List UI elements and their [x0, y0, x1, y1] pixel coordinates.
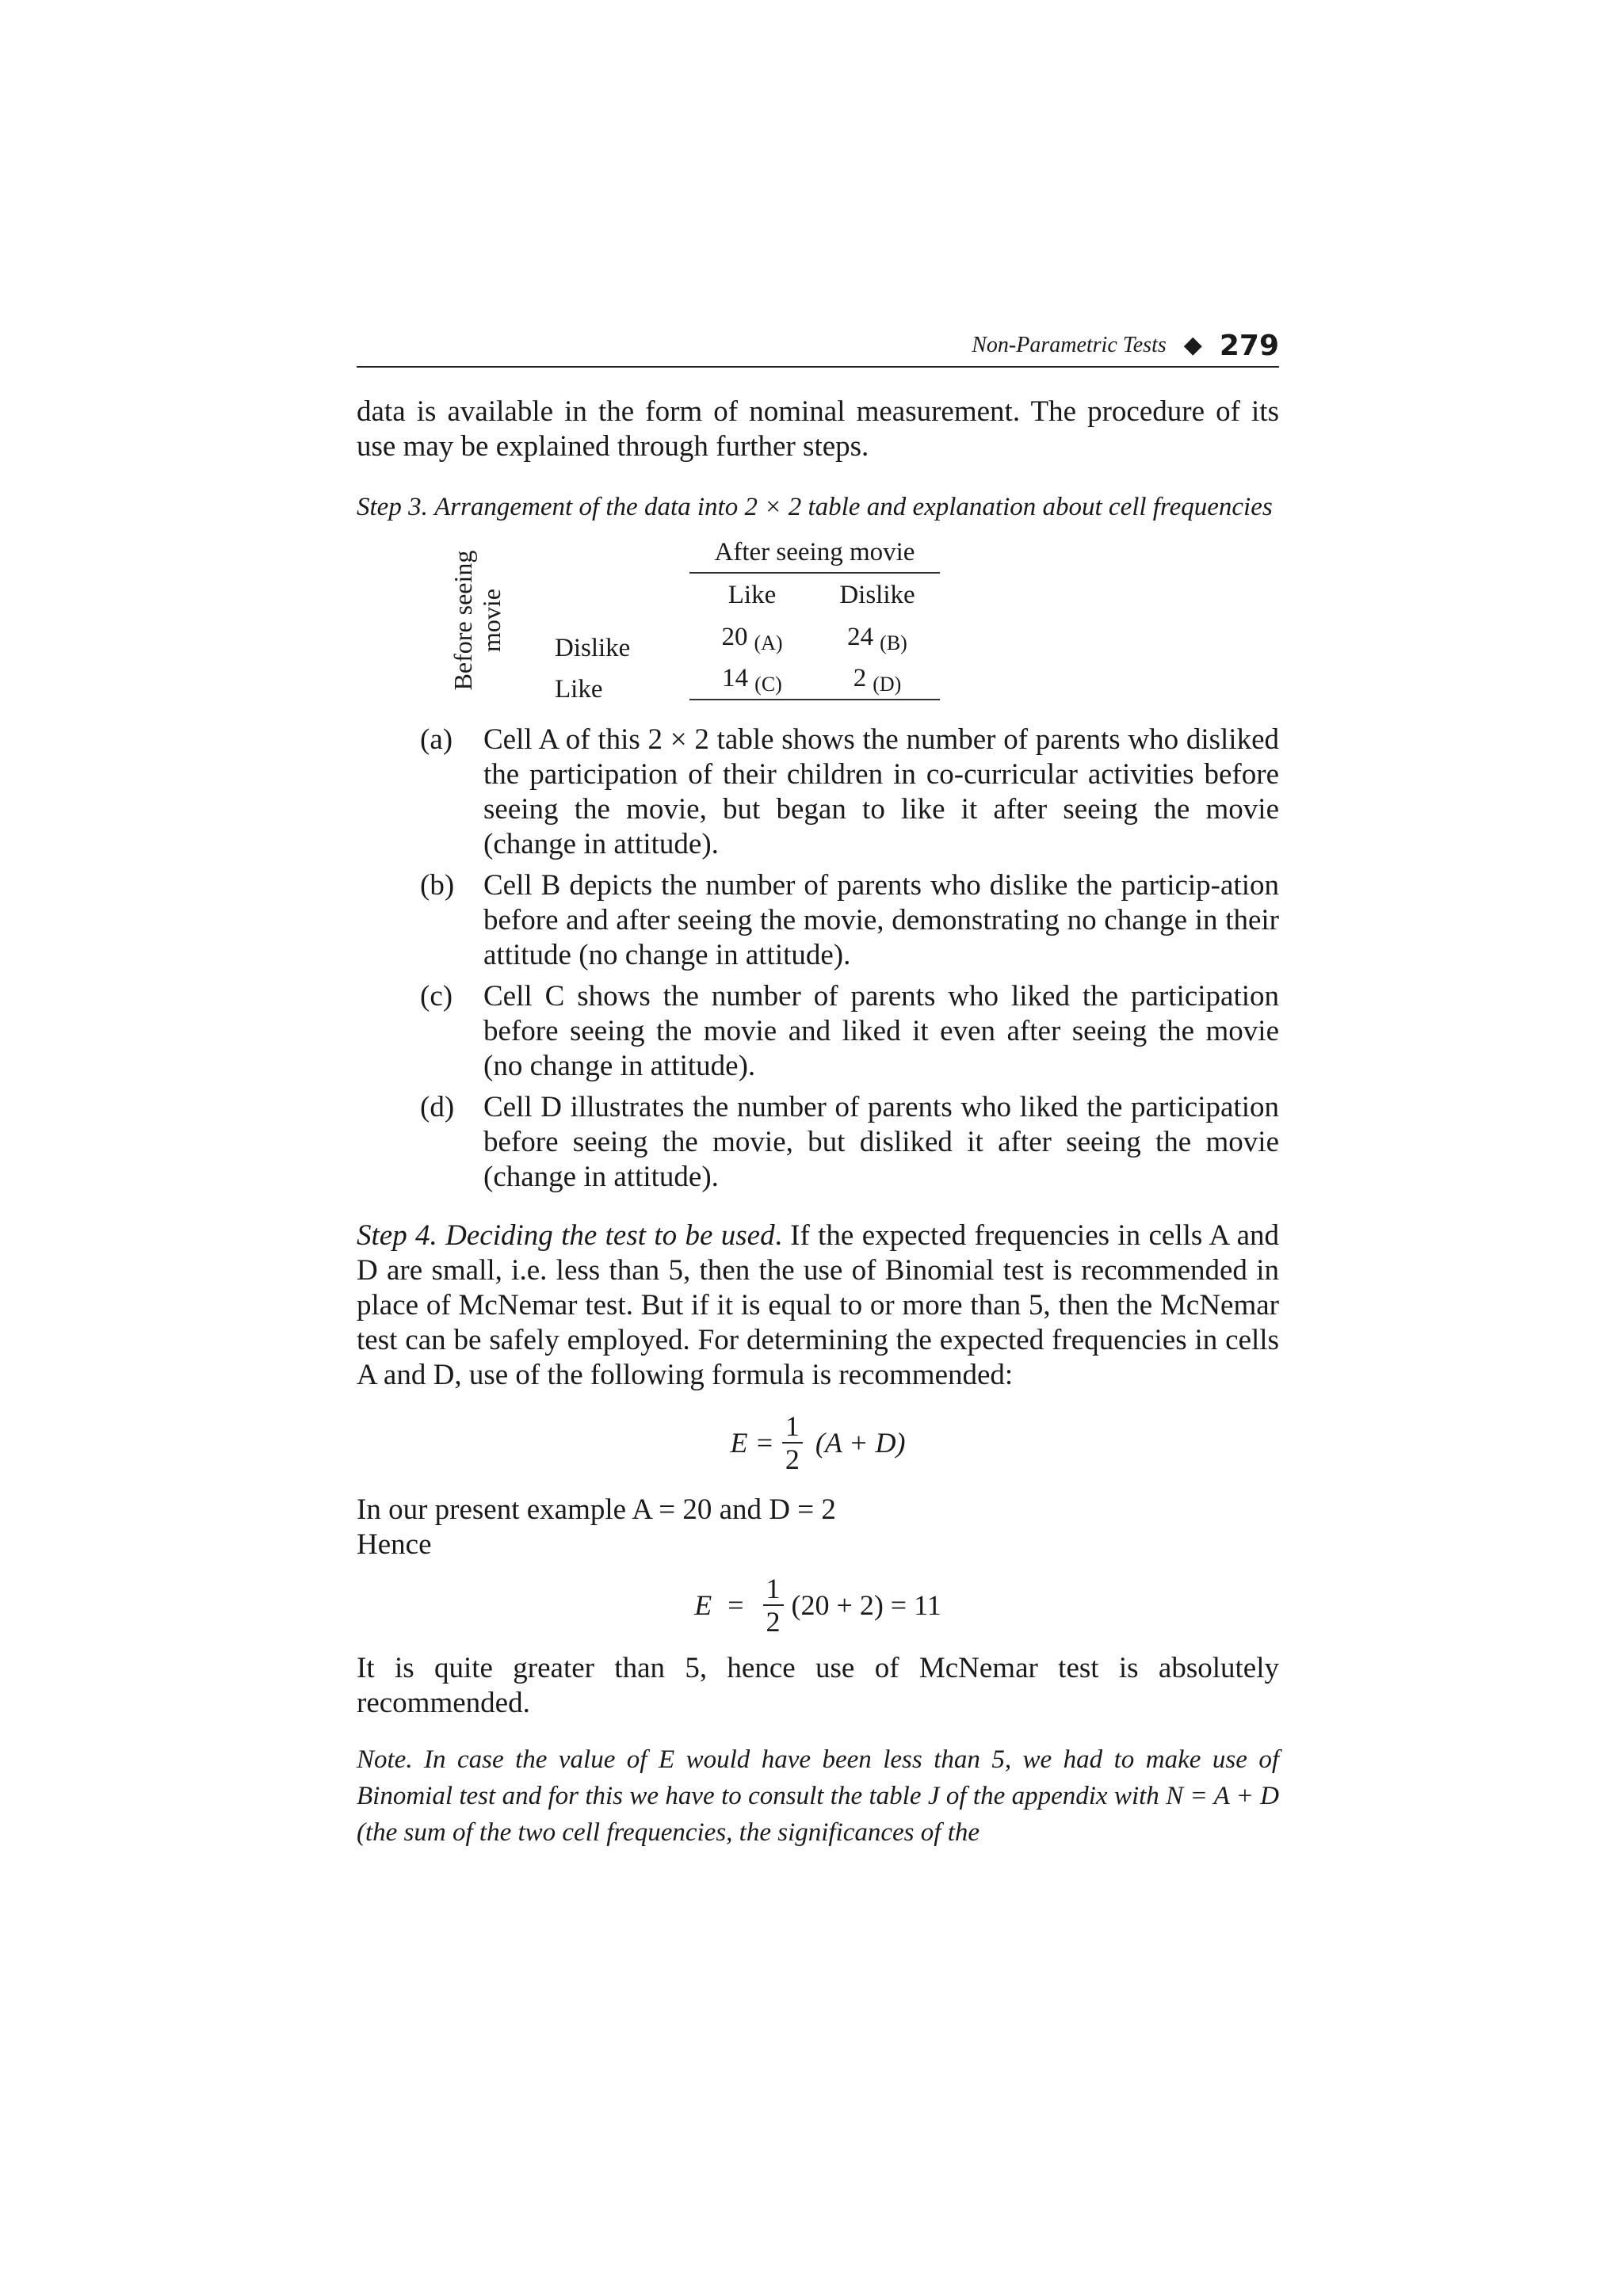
fraction: [763, 1573, 784, 1638]
step3-label: Step 3.: [357, 493, 428, 521]
row-header-label: [449, 551, 506, 691]
list-text: Cell C shows the number of parents who liked the participation before seeing the movie and liked it even after seeing the movie (no change in attitude).: [483, 980, 1279, 1082]
step4-paragraph: [357, 1219, 1279, 1393]
formula-lhs: E =: [730, 1427, 774, 1459]
list-marker: (a): [420, 723, 453, 756]
step3-heading: [357, 490, 1279, 524]
table-columns: [689, 532, 940, 700]
col-dislike-header: Dislike: [839, 581, 915, 609]
table-row: [689, 616, 940, 658]
list-marker: (c): [420, 980, 453, 1013]
list-item: [357, 979, 1279, 1084]
list-item: [357, 1090, 1279, 1195]
formula-equals: =: [727, 1589, 744, 1621]
step3-title: Arrangement of the data into 2 × 2 table and explanation about cell frequencies: [434, 493, 1273, 521]
list-marker: (b): [420, 869, 455, 902]
fraction-denominator: 2: [785, 1444, 800, 1475]
cell-letter: (C): [754, 673, 782, 696]
row-header-line1: Before seeing: [449, 550, 477, 691]
formula-rhs: (A + D): [815, 1427, 906, 1459]
step4-label: Step 4.: [357, 1219, 437, 1252]
hence-line: Hence: [357, 1528, 432, 1561]
cell-letter: (A): [754, 631, 783, 654]
intro-paragraph: data is available in the form of nominal measurement. The procedure of its use may be explained through further steps.: [357, 395, 1279, 463]
formula-lhs: E: [694, 1589, 712, 1621]
list-item: [357, 868, 1279, 973]
example-line: In our present example A = 20 and D = 2: [357, 1493, 836, 1526]
page-number: 279: [1219, 329, 1279, 362]
running-head: [357, 325, 1279, 368]
fraction-denominator: 2: [766, 1606, 781, 1638]
fraction-numerator: 1: [763, 1573, 784, 1606]
cell-value: 24: [847, 623, 874, 651]
cell-value: 2: [853, 664, 867, 692]
cell-letter: (D): [873, 673, 902, 696]
cell-explanation-list: [357, 723, 1279, 1195]
cell-letter: (B): [880, 631, 907, 654]
list-text: Cell A of this 2 × 2 table shows the number of parents who disliked the participation of their children in co-curricular activities before seeing the movie, but began to like it after seeing the movie (change in attitude).: [483, 723, 1279, 860]
col-like-header: Like: [727, 581, 777, 609]
list-item: [357, 723, 1279, 862]
table-row: [689, 658, 940, 699]
running-title: Non-Parametric Tests: [972, 333, 1167, 357]
cell-d: [815, 658, 940, 699]
list-text: Cell D illustrates the number of parents who liked the participation before seeing the movie, but disliked it after seeing the movie (change in attitude).: [483, 1091, 1279, 1193]
row-labels: [555, 627, 630, 710]
cell-b: [815, 616, 940, 658]
sub-headers: [689, 574, 940, 616]
fraction: [782, 1410, 803, 1475]
cell-value: 14: [722, 664, 749, 692]
expected-frequency-formula: [357, 1407, 1279, 1478]
diamond-icon: ◆: [1183, 332, 1202, 358]
row-label-like: Like: [555, 675, 603, 704]
table-body: [689, 616, 940, 700]
column-header: After seeing movie: [689, 532, 940, 574]
row-header-line2: movie: [477, 589, 506, 652]
formula-rhs: (20 + 2) = 11: [791, 1589, 941, 1621]
fraction-numerator: 1: [782, 1410, 803, 1444]
book-page: [357, 325, 1279, 1877]
contingency-table: [357, 532, 1279, 705]
cell-a: [689, 616, 815, 658]
step4-title: Deciding the test to be used: [445, 1219, 775, 1252]
step4-text: . If the expected frequencies in cells A and D are small, i.e. less than 5, then the use of Binomial test is recommended in place of McNemar test. But if it is equal to or more than 5, then the McNemar test can be safely employed. For determining the expected frequencies in cells A and D, use of the following formula is recommended:: [357, 1219, 1280, 1391]
computed-formula: [357, 1567, 1279, 1643]
conclusion-paragraph: It is quite greater than 5, hence use of McNemar test is absolutely recommended.: [357, 1652, 1279, 1719]
note-paragraph: Note. In case the value of E would have been less than 5, we had to make use of Binomial test and for this we have to consult the table J of the appendix with N = A + D (the sum of the two cell frequencies, the significances of the: [357, 1745, 1279, 1847]
list-text: Cell B depicts the number of parents who dislike the particip-ation before and after seeing the movie, demonstrating no change in their attitude (no change in attitude).: [483, 869, 1279, 971]
row-label-dislike: Dislike: [555, 634, 631, 662]
cell-value: 20: [721, 623, 748, 651]
list-marker: (d): [420, 1091, 455, 1123]
cell-c: [689, 658, 815, 699]
